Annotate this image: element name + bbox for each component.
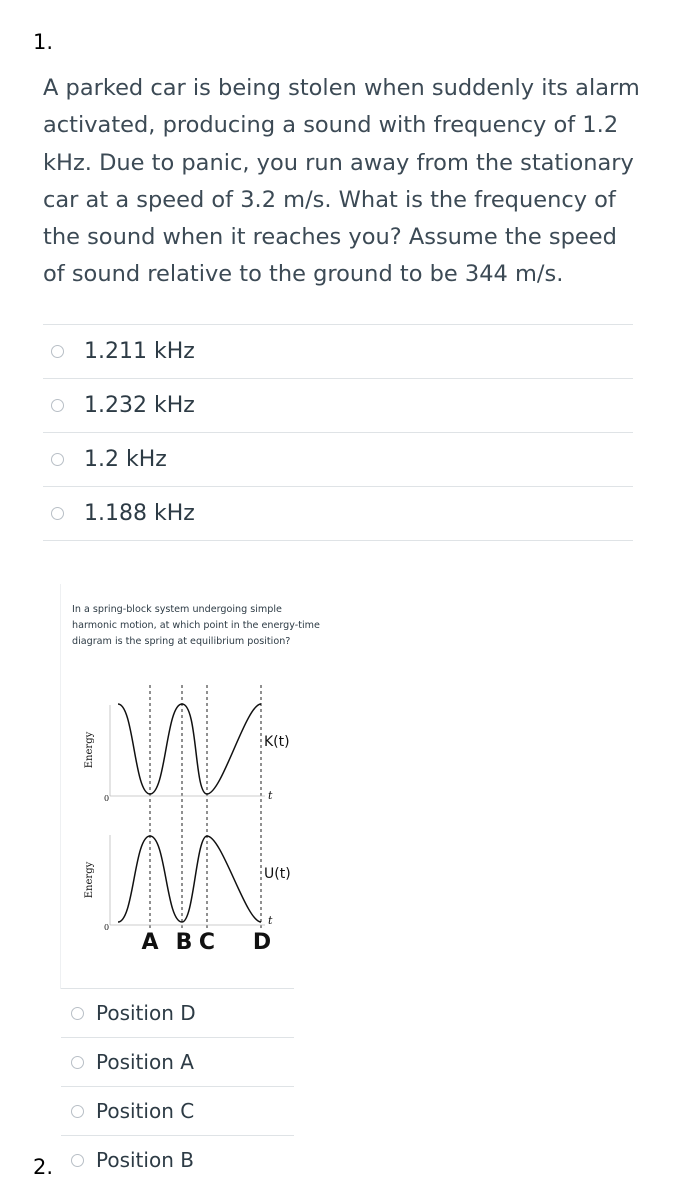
answer-label: 1.188 kHz xyxy=(84,501,195,526)
radio-button[interactable] xyxy=(71,1007,84,1020)
question-1-options xyxy=(43,324,633,541)
question-2-prompt: In a spring-block system undergoing simple harmonic motion, at which point in the energy-time diagram is the spring at equilibrium position? xyxy=(72,604,320,647)
answer-option[interactable] xyxy=(43,378,633,432)
potential-energy-label: U(t) xyxy=(264,866,291,882)
kinetic-energy-label: K(t) xyxy=(264,734,290,750)
radio-button[interactable] xyxy=(51,453,64,466)
question-1-number: 1. xyxy=(33,30,54,54)
point-b-label: B xyxy=(175,930,193,955)
energy-time-diagram xyxy=(60,670,310,960)
radio-button[interactable] xyxy=(51,345,64,358)
radio-button[interactable] xyxy=(71,1154,84,1167)
bottom-t-label: t xyxy=(268,914,273,927)
radio-button[interactable] xyxy=(51,399,64,412)
top-energy-label: Energy xyxy=(84,731,95,769)
answer-option[interactable] xyxy=(43,432,633,486)
potential-energy-curve xyxy=(118,836,261,922)
answer-label: 1.211 kHz xyxy=(84,339,195,364)
bottom-energy-label: Energy xyxy=(84,861,95,899)
point-c-label: C xyxy=(198,930,216,955)
answer-option[interactable] xyxy=(43,324,633,378)
question-2-number: 2. xyxy=(33,1155,54,1179)
bottom-origin-label: 0 xyxy=(104,923,110,932)
point-a-label: A xyxy=(141,930,159,955)
answer-label: Position D xyxy=(96,1001,196,1025)
answer-option[interactable] xyxy=(43,486,633,541)
answer-option[interactable] xyxy=(61,988,294,1037)
kinetic-energy-curve xyxy=(118,704,261,794)
answer-label: Position B xyxy=(96,1148,194,1172)
answer-label: 1.232 kHz xyxy=(84,393,195,418)
top-origin-label: 0 xyxy=(104,794,110,803)
answer-label: Position C xyxy=(96,1099,195,1123)
question-1-text: A parked car is being stolen when suddenly its alarm activated, producing a sound with frequency of 1.2 kHz. Due to panic, you run away from the stationary car at a speed of 3.2 m/s. What is the frequency of the sound when it reaches you? Assume the speed of sound relative to the ground to be 344 m/s. xyxy=(43,75,640,288)
answer-label: 1.2 kHz xyxy=(84,447,167,472)
answer-option[interactable] xyxy=(61,1037,294,1086)
radio-button[interactable] xyxy=(71,1105,84,1118)
answer-label: Position A xyxy=(96,1050,194,1074)
top-t-label: t xyxy=(268,789,273,802)
radio-button[interactable] xyxy=(51,507,64,520)
answer-option[interactable] xyxy=(61,1135,294,1184)
question-2-options xyxy=(61,988,294,1184)
answer-option[interactable] xyxy=(61,1086,294,1135)
point-d-label: D xyxy=(252,930,272,955)
radio-button[interactable] xyxy=(71,1056,84,1069)
